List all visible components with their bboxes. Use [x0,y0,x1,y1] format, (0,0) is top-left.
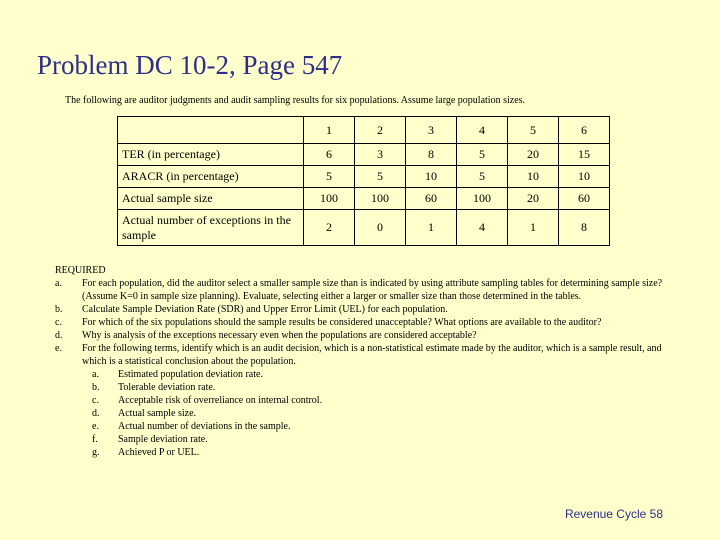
page-title: Problem DC 10-2, Page 547 [37,50,343,80]
table-cell: 15 [559,144,610,166]
list-item [55,329,680,342]
table-cell: 6 [304,144,355,166]
sub-list-item [55,381,680,394]
table-header-row [118,117,610,144]
table-header-cell: 3 [406,117,457,144]
sub-item-key: c. [92,395,99,406]
sub-item-key: a. [92,369,99,380]
item-key: a. [55,278,62,289]
list-item [55,316,680,329]
table-header-cell: 6 [559,117,610,144]
table-cell: 100 [304,188,355,210]
table-cell: 100 [457,188,508,210]
table-row [118,188,610,210]
item-text: For each population, did the auditor select a smaller sample size than is indicated by using attribute sampling tables for determining sample size? (Assume K=0 in sample size planning). Evaluate, selecting either a larger or smaller size than those determined in the tables. [82,278,663,302]
table-cell: 1 [406,210,457,246]
sub-list-item [55,446,680,459]
required-heading: REQUIRED [55,265,106,276]
list-item [55,303,680,316]
item-text: For the following terms, identify which is an audit decision, which is a non-statistical estimate made by the auditor, which is a sample result, and which is a statistical conclusion about the population. [82,343,662,367]
row-label: TER (in percentage) [118,144,304,166]
sub-item-key: f. [92,434,98,445]
table-cell: 60 [406,188,457,210]
sub-list-item [55,394,680,407]
row-label: Actual sample size [118,188,304,210]
item-key: c. [55,317,62,328]
sub-item-text: Sample deviation rate. [118,434,208,445]
table-cell: 20 [508,144,559,166]
table-cell: 10 [559,166,610,188]
table-cell: 5 [304,166,355,188]
sub-item-key: e. [92,421,99,432]
sub-item-text: Actual sample size. [118,408,197,419]
row-label: Actual number of exceptions in the sample [118,210,304,246]
population-table [117,116,610,246]
item-text: Calculate Sample Deviation Rate (SDR) and Upper Error Limit (UEL) for each population. [82,304,448,315]
table-header-cell: 5 [508,117,559,144]
table-cell: 0 [355,210,406,246]
table-cell: 20 [508,188,559,210]
table-cell: 2 [304,210,355,246]
table-cell: 10 [406,166,457,188]
item-text: For which of the six populations should the sample results be considered unacceptable? What options are available to the auditor? [82,317,602,328]
table-header-cell: 2 [355,117,406,144]
sub-item-text: Acceptable risk of overreliance on internal control. [118,395,323,406]
sub-item-text: Estimated population deviation rate. [118,369,263,380]
table-header-cell: 4 [457,117,508,144]
table-cell: 8 [406,144,457,166]
table-cell: 10 [508,166,559,188]
sub-item-text: Tolerable deviation rate. [118,382,216,393]
table-cell: 5 [355,166,406,188]
table-row [118,166,610,188]
item-text: Why is analysis of the exceptions necessary even when the populations are considered acceptable? [82,330,477,341]
required-section [55,264,680,459]
table-cell: 8 [559,210,610,246]
table-cell: 3 [355,144,406,166]
sub-item-key: d. [92,408,100,419]
sub-item-key: b. [92,382,100,393]
sub-item-text: Actual number of deviations in the sample. [118,421,291,432]
sub-list-item [55,433,680,446]
item-key: d. [55,330,63,341]
sub-item-key: g. [92,447,100,458]
sub-list-item [55,368,680,381]
table-cell: 5 [457,166,508,188]
table-corner-cell [118,117,304,144]
list-item [55,277,680,303]
footer-label: Revenue Cycle 58 [564,507,663,521]
sub-list-item [55,420,680,433]
item-key: e. [55,343,62,354]
table-row [118,210,610,246]
item-key: b. [55,304,63,315]
table-cell: 60 [559,188,610,210]
table-cell: 5 [457,144,508,166]
table-header-cell: 1 [304,117,355,144]
table-cell: 100 [355,188,406,210]
sub-list-item [55,407,680,420]
row-label: ARACR (in percentage) [118,166,304,188]
intro-text: The following are auditor judgments and audit sampling results for six populations. Assume large population sizes. [65,95,526,106]
table-row [118,144,610,166]
table-cell: 1 [508,210,559,246]
list-item [55,342,680,368]
table-cell: 4 [457,210,508,246]
sub-item-text: Achieved P or UEL. [118,447,200,458]
